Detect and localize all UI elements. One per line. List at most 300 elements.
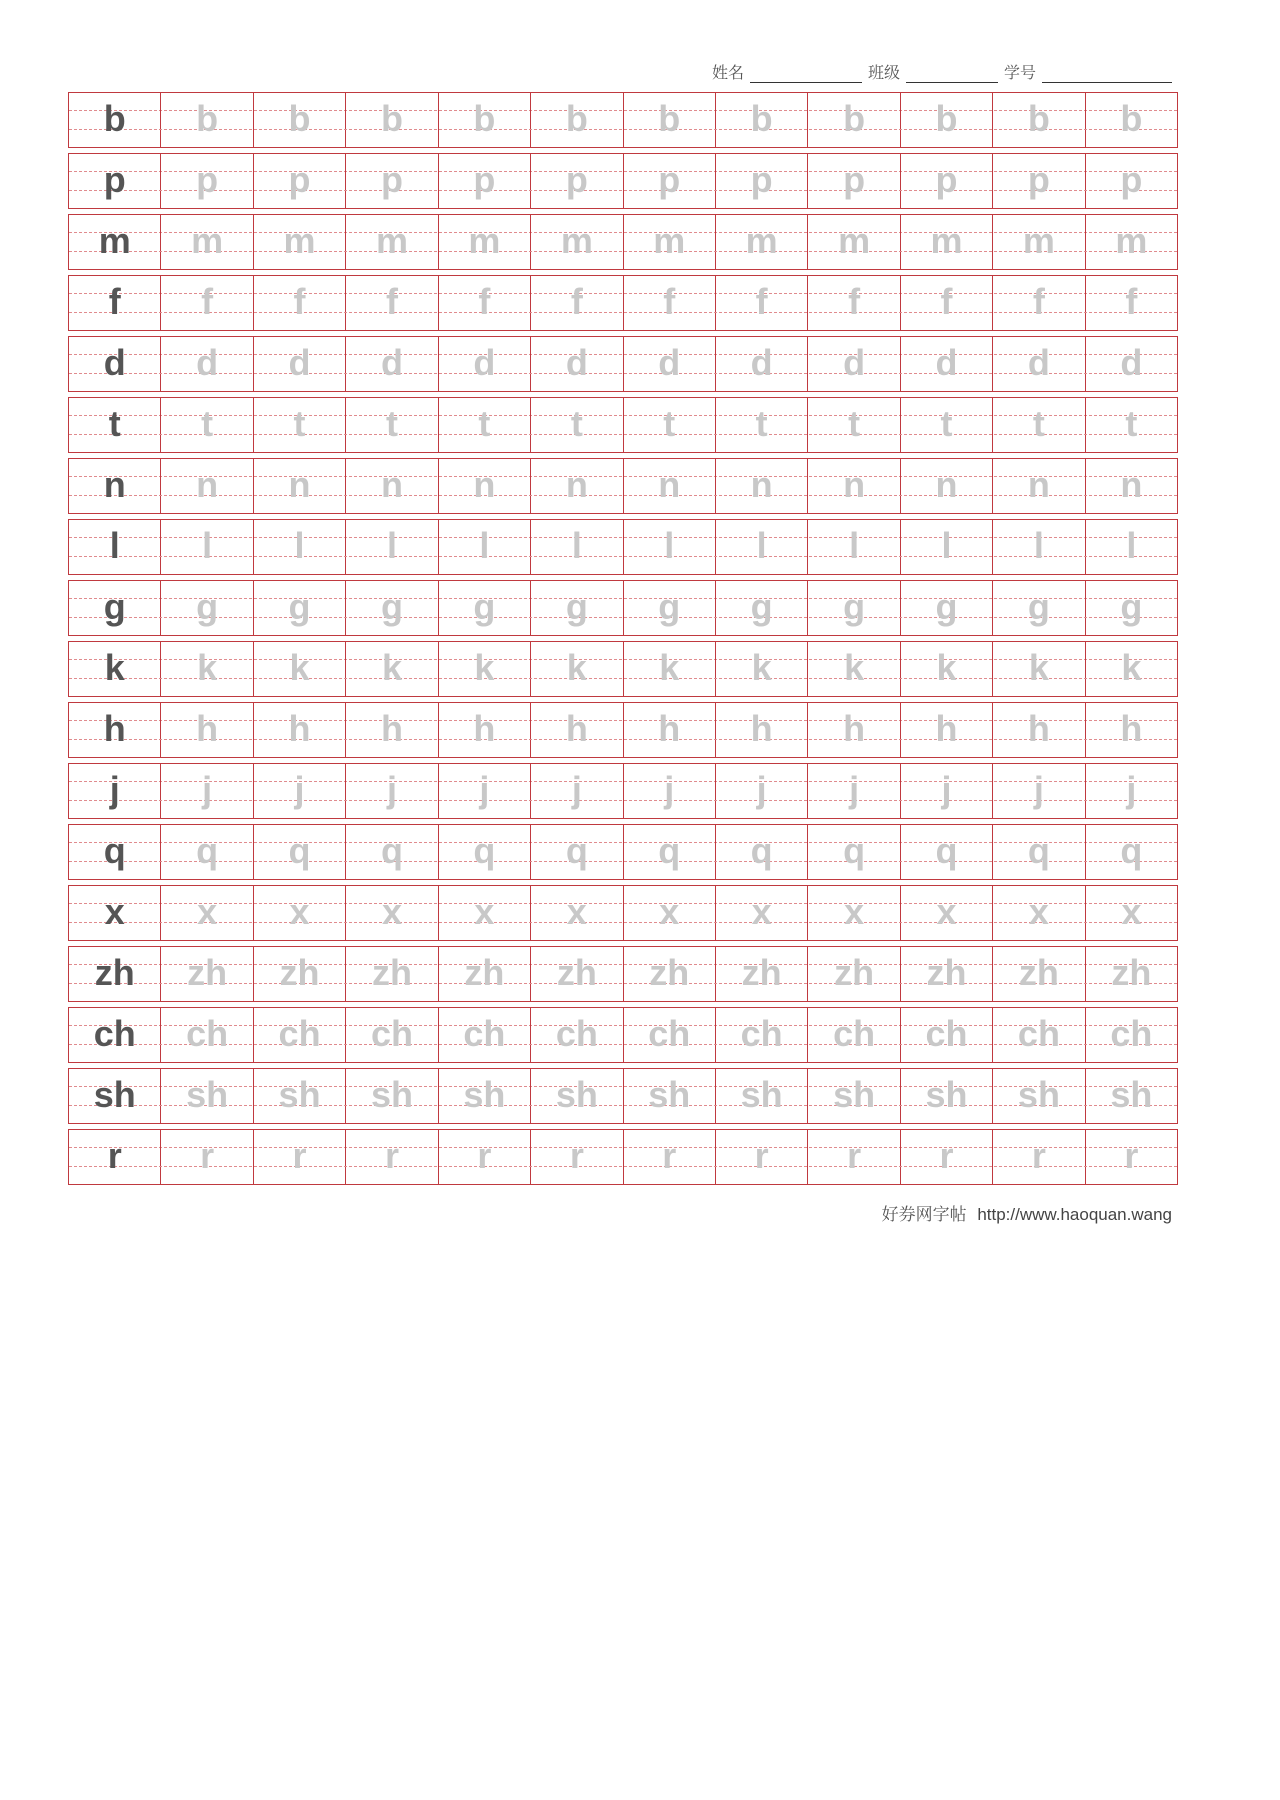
trace-letter-cell[interactable] bbox=[161, 398, 253, 452]
trace-letter-cell[interactable] bbox=[254, 886, 346, 940]
trace-letter-cell[interactable] bbox=[531, 215, 623, 269]
trace-letter-cell[interactable] bbox=[346, 581, 438, 635]
trace-letter-cell[interactable] bbox=[901, 886, 993, 940]
trace-letter-cell[interactable] bbox=[624, 337, 716, 391]
trace-letter: k bbox=[566, 647, 587, 688]
trace-letter-cell[interactable] bbox=[716, 154, 808, 208]
trace-letter-cell[interactable] bbox=[1086, 520, 1177, 574]
trace-letter: t bbox=[940, 403, 953, 444]
trace-letter: d bbox=[565, 342, 588, 383]
practice-row-d bbox=[68, 336, 1178, 392]
trace-letter-cell[interactable] bbox=[254, 215, 346, 269]
trace-letter-cell[interactable] bbox=[439, 520, 531, 574]
trace-letter-cell[interactable] bbox=[254, 825, 346, 879]
trace-letter: h bbox=[935, 708, 958, 749]
trace-letter-cell[interactable] bbox=[346, 398, 438, 452]
trace-letter-cell[interactable] bbox=[346, 764, 438, 818]
trace-letter-cell[interactable] bbox=[901, 520, 993, 574]
trace-letter-cell[interactable] bbox=[901, 581, 993, 635]
trace-letter-cell[interactable] bbox=[346, 276, 438, 330]
trace-letter-cell[interactable] bbox=[808, 337, 900, 391]
trace-letter-cell[interactable] bbox=[901, 398, 993, 452]
lead-letter: h bbox=[103, 708, 126, 749]
trace-letter: j bbox=[386, 769, 397, 810]
trace-letter-cell[interactable] bbox=[254, 337, 346, 391]
trace-letter: f bbox=[940, 281, 953, 322]
trace-letter-cell[interactable] bbox=[808, 1008, 900, 1062]
trace-letter-cell[interactable] bbox=[254, 154, 346, 208]
trace-letter-cell[interactable] bbox=[901, 642, 993, 696]
trace-letter: g bbox=[935, 586, 958, 627]
trace-letter: q bbox=[380, 830, 403, 871]
trace-letter-cell[interactable] bbox=[531, 154, 623, 208]
lead-letter: zh bbox=[94, 952, 135, 993]
trace-letter-cell[interactable] bbox=[901, 1069, 993, 1123]
trace-letter-cell[interactable] bbox=[901, 459, 993, 513]
trace-letter: g bbox=[196, 586, 219, 627]
trace-letter-cell[interactable] bbox=[624, 520, 716, 574]
trace-letter-cell[interactable] bbox=[716, 276, 808, 330]
site-url: http://www.haoquan.wang bbox=[977, 1205, 1172, 1224]
trace-letter-cell[interactable] bbox=[993, 459, 1085, 513]
trace-letter-cell[interactable] bbox=[254, 459, 346, 513]
trace-letter-cell[interactable] bbox=[716, 764, 808, 818]
trace-letter-cell[interactable] bbox=[901, 1008, 993, 1062]
trace-letter-cell[interactable] bbox=[346, 93, 438, 147]
trace-letter-cell[interactable] bbox=[808, 1130, 900, 1184]
trace-letter-cell[interactable] bbox=[624, 581, 716, 635]
trace-letter-cell[interactable] bbox=[1086, 1130, 1177, 1184]
trace-letter: j bbox=[941, 769, 952, 810]
trace-letter-cell[interactable] bbox=[346, 1069, 438, 1123]
trace-letter-cell[interactable] bbox=[161, 764, 253, 818]
trace-letter: ch bbox=[370, 1013, 413, 1054]
trace-letter-cell[interactable] bbox=[993, 581, 1085, 635]
trace-letter-cell[interactable] bbox=[439, 154, 531, 208]
trace-letter-cell[interactable] bbox=[531, 703, 623, 757]
trace-letter-cell[interactable] bbox=[716, 1069, 808, 1123]
trace-letter: l bbox=[941, 525, 952, 566]
trace-letter-cell[interactable] bbox=[1086, 642, 1177, 696]
trace-letter-cell[interactable] bbox=[161, 337, 253, 391]
trace-letter-cell[interactable] bbox=[346, 1130, 438, 1184]
trace-letter: q bbox=[750, 830, 773, 871]
trace-letter-cell[interactable] bbox=[624, 1008, 716, 1062]
trace-letter: q bbox=[196, 830, 219, 871]
trace-letter: m bbox=[653, 220, 686, 261]
trace-letter-cell[interactable] bbox=[439, 703, 531, 757]
lead-letter: j bbox=[109, 769, 120, 810]
trace-letter-cell[interactable] bbox=[531, 1130, 623, 1184]
trace-letter-cell[interactable] bbox=[993, 93, 1085, 147]
trace-letter: zh bbox=[187, 952, 228, 993]
trace-letter-cell[interactable] bbox=[901, 276, 993, 330]
trace-letter-cell[interactable] bbox=[901, 154, 993, 208]
trace-letter-cell[interactable] bbox=[161, 459, 253, 513]
trace-letter: zh bbox=[464, 952, 505, 993]
trace-letter-cell[interactable] bbox=[624, 886, 716, 940]
trace-letter: f bbox=[848, 281, 861, 322]
trace-letter: zh bbox=[1111, 952, 1152, 993]
trace-letter: b bbox=[750, 98, 773, 139]
trace-letter-cell[interactable] bbox=[993, 886, 1085, 940]
trace-letter-cell[interactable] bbox=[161, 154, 253, 208]
trace-letter: j bbox=[479, 769, 490, 810]
trace-letter-cell[interactable] bbox=[439, 1069, 531, 1123]
trace-letter-cell[interactable] bbox=[808, 825, 900, 879]
trace-letter-cell[interactable] bbox=[439, 337, 531, 391]
lead-letter-cell bbox=[69, 581, 161, 635]
trace-letter-cell[interactable] bbox=[993, 642, 1085, 696]
trace-letter-cell[interactable] bbox=[624, 276, 716, 330]
trace-letter-cell[interactable] bbox=[439, 886, 531, 940]
trace-letter-cell[interactable] bbox=[808, 520, 900, 574]
trace-letter: j bbox=[849, 769, 860, 810]
trace-letter-cell[interactable] bbox=[716, 337, 808, 391]
trace-letter-cell[interactable] bbox=[716, 93, 808, 147]
trace-letter-cell[interactable] bbox=[161, 581, 253, 635]
trace-letter-cell[interactable] bbox=[439, 642, 531, 696]
trace-letter: m bbox=[468, 220, 501, 261]
trace-letter-cell[interactable] bbox=[1086, 581, 1177, 635]
trace-letter-cell[interactable] bbox=[716, 886, 808, 940]
trace-letter-cell[interactable] bbox=[346, 886, 438, 940]
trace-letter-cell[interactable] bbox=[624, 825, 716, 879]
trace-letter: f bbox=[1125, 281, 1138, 322]
trace-letter-cell[interactable] bbox=[531, 1069, 623, 1123]
trace-letter-cell[interactable] bbox=[624, 1069, 716, 1123]
lead-letter: ch bbox=[93, 1013, 136, 1054]
lead-letter-cell bbox=[69, 703, 161, 757]
trace-letter-cell[interactable] bbox=[716, 459, 808, 513]
student-id-label: 学号 bbox=[1003, 63, 1036, 82]
trace-letter-cell[interactable] bbox=[439, 825, 531, 879]
trace-letter: n bbox=[288, 464, 311, 505]
trace-letter: g bbox=[473, 586, 496, 627]
trace-letter-cell[interactable] bbox=[808, 93, 900, 147]
trace-letter: zh bbox=[371, 952, 412, 993]
lead-letter: f bbox=[108, 281, 121, 322]
lead-letter-cell bbox=[69, 764, 161, 818]
trace-letter-cell[interactable] bbox=[716, 825, 808, 879]
trace-letter: j bbox=[756, 769, 767, 810]
trace-letter: l bbox=[571, 525, 582, 566]
trace-letter-cell[interactable] bbox=[716, 581, 808, 635]
trace-letter: ch bbox=[1017, 1013, 1060, 1054]
trace-letter-cell[interactable] bbox=[716, 398, 808, 452]
lead-letter: p bbox=[103, 159, 126, 200]
trace-letter-cell[interactable] bbox=[531, 520, 623, 574]
trace-letter-cell[interactable] bbox=[993, 215, 1085, 269]
trace-letter-cell[interactable] bbox=[716, 1130, 808, 1184]
practice-row-zh bbox=[68, 946, 1178, 1002]
trace-letter: p bbox=[1027, 159, 1050, 200]
trace-letter-cell[interactable] bbox=[1086, 154, 1177, 208]
trace-letter-cell[interactable] bbox=[624, 764, 716, 818]
lead-letter-cell bbox=[69, 154, 161, 208]
trace-letter: r bbox=[200, 1135, 215, 1176]
trace-letter-cell[interactable] bbox=[1086, 825, 1177, 879]
trace-letter-cell[interactable] bbox=[531, 764, 623, 818]
lead-letter-cell bbox=[69, 520, 161, 574]
trace-letter: ch bbox=[833, 1013, 876, 1054]
trace-letter-cell[interactable] bbox=[716, 215, 808, 269]
trace-letter-cell[interactable] bbox=[439, 581, 531, 635]
trace-letter-cell[interactable] bbox=[993, 276, 1085, 330]
trace-letter: ch bbox=[278, 1013, 321, 1054]
trace-letter: q bbox=[1027, 830, 1050, 871]
trace-letter: g bbox=[565, 586, 588, 627]
trace-letter-cell[interactable] bbox=[346, 642, 438, 696]
trace-letter-cell[interactable] bbox=[1086, 703, 1177, 757]
trace-letter-cell[interactable] bbox=[161, 642, 253, 696]
trace-letter-cell[interactable] bbox=[1086, 215, 1177, 269]
trace-letter: g bbox=[1120, 586, 1143, 627]
trace-letter-cell[interactable] bbox=[993, 764, 1085, 818]
trace-letter: sh bbox=[1110, 1074, 1153, 1115]
trace-letter-cell[interactable] bbox=[624, 215, 716, 269]
trace-letter-cell[interactable] bbox=[531, 1008, 623, 1062]
trace-letter-cell[interactable] bbox=[624, 459, 716, 513]
trace-letter-cell[interactable] bbox=[808, 703, 900, 757]
trace-letter: h bbox=[1027, 708, 1050, 749]
trace-letter-cell[interactable] bbox=[254, 1008, 346, 1062]
trace-letter-cell[interactable] bbox=[624, 947, 716, 1001]
trace-letter: h bbox=[196, 708, 219, 749]
trace-letter-cell[interactable] bbox=[161, 276, 253, 330]
trace-letter: zh bbox=[556, 952, 597, 993]
trace-letter-cell[interactable] bbox=[624, 154, 716, 208]
trace-letter-cell[interactable] bbox=[531, 93, 623, 147]
trace-letter-cell[interactable] bbox=[531, 947, 623, 1001]
trace-letter-cell[interactable] bbox=[254, 947, 346, 1001]
trace-letter-cell[interactable] bbox=[1086, 398, 1177, 452]
trace-letter: t bbox=[293, 403, 306, 444]
trace-letter-cell[interactable] bbox=[993, 825, 1085, 879]
trace-letter: l bbox=[756, 525, 767, 566]
practice-row-k bbox=[68, 641, 1178, 697]
trace-letter-cell[interactable] bbox=[531, 398, 623, 452]
trace-letter-cell[interactable] bbox=[346, 215, 438, 269]
practice-row-b bbox=[68, 92, 1178, 148]
trace-letter: d bbox=[1027, 342, 1050, 383]
trace-letter: r bbox=[1031, 1135, 1046, 1176]
trace-letter-cell[interactable] bbox=[1086, 337, 1177, 391]
trace-letter: d bbox=[935, 342, 958, 383]
trace-letter-cell[interactable] bbox=[808, 1069, 900, 1123]
trace-letter-cell[interactable] bbox=[346, 337, 438, 391]
trace-letter-cell[interactable] bbox=[439, 276, 531, 330]
trace-letter-cell[interactable] bbox=[254, 764, 346, 818]
trace-letter-cell[interactable] bbox=[254, 520, 346, 574]
trace-letter-cell[interactable] bbox=[901, 764, 993, 818]
trace-letter-cell[interactable] bbox=[161, 703, 253, 757]
trace-letter-cell[interactable] bbox=[808, 764, 900, 818]
trace-letter-cell[interactable] bbox=[161, 1130, 253, 1184]
trace-letter: r bbox=[477, 1135, 492, 1176]
trace-letter-cell[interactable] bbox=[161, 520, 253, 574]
trace-letter-cell[interactable] bbox=[254, 581, 346, 635]
trace-letter: l bbox=[664, 525, 675, 566]
trace-letter-cell[interactable] bbox=[531, 581, 623, 635]
trace-letter: j bbox=[202, 769, 213, 810]
trace-letter-cell[interactable] bbox=[1086, 459, 1177, 513]
trace-letter-cell[interactable] bbox=[1086, 93, 1177, 147]
trace-letter: b bbox=[565, 98, 588, 139]
trace-letter-cell[interactable] bbox=[531, 825, 623, 879]
trace-letter: m bbox=[838, 220, 871, 261]
trace-letter-cell[interactable] bbox=[439, 215, 531, 269]
trace-letter-cell[interactable] bbox=[624, 93, 716, 147]
trace-letter-cell[interactable] bbox=[439, 1130, 531, 1184]
trace-letter-cell[interactable] bbox=[1086, 947, 1177, 1001]
trace-letter: f bbox=[478, 281, 491, 322]
trace-letter-cell[interactable] bbox=[531, 886, 623, 940]
trace-letter-cell[interactable] bbox=[531, 276, 623, 330]
trace-letter-cell[interactable] bbox=[808, 276, 900, 330]
practice-row-p bbox=[68, 153, 1178, 209]
trace-letter: ch bbox=[740, 1013, 783, 1054]
trace-letter-cell[interactable] bbox=[993, 1069, 1085, 1123]
trace-letter-cell[interactable] bbox=[531, 642, 623, 696]
trace-letter: n bbox=[935, 464, 958, 505]
trace-letter-cell[interactable] bbox=[901, 947, 993, 1001]
trace-letter: x bbox=[474, 891, 495, 932]
trace-letter-cell[interactable] bbox=[993, 337, 1085, 391]
trace-letter-cell[interactable] bbox=[254, 276, 346, 330]
trace-letter-cell[interactable] bbox=[346, 459, 438, 513]
trace-letter-cell[interactable] bbox=[439, 459, 531, 513]
trace-letter-cell[interactable] bbox=[439, 764, 531, 818]
trace-letter-cell[interactable] bbox=[993, 154, 1085, 208]
trace-letter-cell[interactable] bbox=[161, 1008, 253, 1062]
trace-letter-cell[interactable] bbox=[254, 398, 346, 452]
trace-letter: h bbox=[380, 708, 403, 749]
trace-letter-cell[interactable] bbox=[716, 642, 808, 696]
trace-letter-cell[interactable] bbox=[531, 459, 623, 513]
trace-letter-cell[interactable] bbox=[901, 337, 993, 391]
trace-letter-cell[interactable] bbox=[346, 825, 438, 879]
trace-letter-cell[interactable] bbox=[254, 703, 346, 757]
trace-letter: sh bbox=[833, 1074, 876, 1115]
trace-letter: zh bbox=[834, 952, 875, 993]
trace-letter-cell[interactable] bbox=[808, 459, 900, 513]
trace-letter-cell[interactable] bbox=[624, 642, 716, 696]
trace-letter: j bbox=[294, 769, 305, 810]
trace-letter-cell[interactable] bbox=[1086, 886, 1177, 940]
trace-letter-cell[interactable] bbox=[808, 154, 900, 208]
trace-letter: sh bbox=[370, 1074, 413, 1115]
trace-letter-cell[interactable] bbox=[254, 93, 346, 147]
trace-letter-cell[interactable] bbox=[254, 642, 346, 696]
trace-letter-cell[interactable] bbox=[531, 337, 623, 391]
trace-letter: f bbox=[1032, 281, 1045, 322]
trace-letter: ch bbox=[555, 1013, 598, 1054]
trace-letter-cell[interactable] bbox=[439, 93, 531, 147]
trace-letter: f bbox=[201, 281, 214, 322]
trace-letter: g bbox=[750, 586, 773, 627]
trace-letter-cell[interactable] bbox=[346, 947, 438, 1001]
trace-letter-cell[interactable] bbox=[808, 398, 900, 452]
trace-letter-cell[interactable] bbox=[254, 1069, 346, 1123]
trace-letter: j bbox=[1126, 769, 1137, 810]
trace-letter: x bbox=[1028, 891, 1049, 932]
trace-letter: n bbox=[473, 464, 496, 505]
trace-letter-cell[interactable] bbox=[808, 581, 900, 635]
trace-letter: zh bbox=[279, 952, 320, 993]
trace-letter-cell[interactable] bbox=[993, 1008, 1085, 1062]
trace-letter-cell[interactable] bbox=[346, 703, 438, 757]
trace-letter-cell[interactable] bbox=[993, 703, 1085, 757]
trace-letter: b bbox=[1120, 98, 1143, 139]
trace-letter-cell[interactable] bbox=[624, 398, 716, 452]
trace-letter: t bbox=[1032, 403, 1045, 444]
lead-letter: m bbox=[98, 220, 131, 261]
practice-row-r bbox=[68, 1129, 1178, 1185]
trace-letter: j bbox=[664, 769, 675, 810]
trace-letter-cell[interactable] bbox=[716, 1008, 808, 1062]
practice-row-l bbox=[68, 519, 1178, 575]
trace-letter-cell[interactable] bbox=[808, 215, 900, 269]
trace-letter-cell[interactable] bbox=[161, 886, 253, 940]
trace-letter-cell[interactable] bbox=[901, 825, 993, 879]
trace-letter: l bbox=[1126, 525, 1137, 566]
trace-letter-cell[interactable] bbox=[346, 1008, 438, 1062]
trace-letter: t bbox=[385, 403, 398, 444]
trace-letter-cell[interactable] bbox=[161, 825, 253, 879]
trace-letter-cell[interactable] bbox=[346, 154, 438, 208]
trace-letter-cell[interactable] bbox=[716, 703, 808, 757]
trace-letter-cell[interactable] bbox=[161, 215, 253, 269]
trace-letter-cell[interactable] bbox=[439, 1008, 531, 1062]
trace-letter: m bbox=[1115, 220, 1148, 261]
trace-letter-cell[interactable] bbox=[901, 703, 993, 757]
trace-letter-cell[interactable] bbox=[901, 215, 993, 269]
trace-letter-cell[interactable] bbox=[346, 520, 438, 574]
trace-letter-cell[interactable] bbox=[716, 947, 808, 1001]
trace-letter-cell[interactable] bbox=[808, 642, 900, 696]
trace-letter: g bbox=[380, 586, 403, 627]
trace-letter: q bbox=[288, 830, 311, 871]
trace-letter-cell[interactable] bbox=[439, 398, 531, 452]
lead-letter: b bbox=[103, 98, 126, 139]
trace-letter-cell[interactable] bbox=[161, 93, 253, 147]
trace-letter-cell[interactable] bbox=[808, 947, 900, 1001]
trace-letter-cell[interactable] bbox=[993, 947, 1085, 1001]
trace-letter: sh bbox=[555, 1074, 598, 1115]
trace-letter-cell[interactable] bbox=[1086, 764, 1177, 818]
trace-letter-cell[interactable] bbox=[901, 93, 993, 147]
trace-letter-cell[interactable] bbox=[1086, 1069, 1177, 1123]
trace-letter-cell[interactable] bbox=[993, 398, 1085, 452]
trace-letter-cell[interactable] bbox=[624, 1130, 716, 1184]
practice-row-g bbox=[68, 580, 1178, 636]
trace-letter-cell[interactable] bbox=[993, 1130, 1085, 1184]
trace-letter-cell[interactable] bbox=[624, 703, 716, 757]
trace-letter-cell[interactable] bbox=[901, 1130, 993, 1184]
trace-letter-cell[interactable] bbox=[439, 947, 531, 1001]
trace-letter-cell[interactable] bbox=[161, 1069, 253, 1123]
trace-letter: r bbox=[569, 1135, 584, 1176]
trace-letter-cell[interactable] bbox=[1086, 276, 1177, 330]
trace-letter-cell[interactable] bbox=[1086, 1008, 1177, 1062]
trace-letter-cell[interactable] bbox=[993, 520, 1085, 574]
trace-letter-cell[interactable] bbox=[716, 520, 808, 574]
trace-letter-cell[interactable] bbox=[808, 886, 900, 940]
trace-letter-cell[interactable] bbox=[254, 1130, 346, 1184]
trace-letter-cell[interactable] bbox=[161, 947, 253, 1001]
trace-letter: h bbox=[565, 708, 588, 749]
